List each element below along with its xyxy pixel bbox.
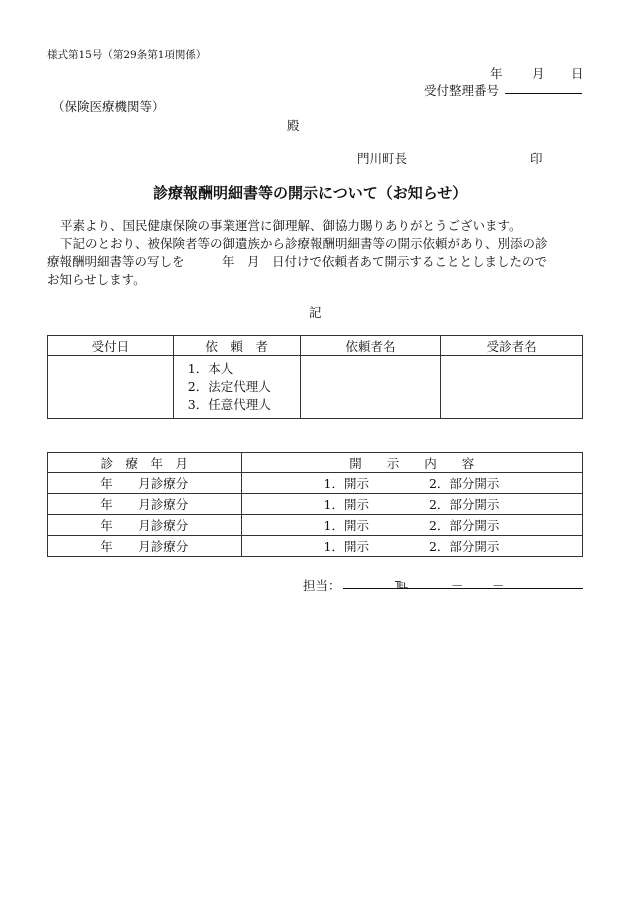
date-month-label: 月: [532, 66, 545, 81]
requester-option-legal-agent: 2．法定代理人: [187, 379, 271, 394]
treatment-month-cell[interactable]: [48, 473, 242, 494]
table-row: [48, 536, 583, 557]
honorific: 殿: [287, 118, 300, 133]
table-row: [48, 473, 583, 494]
year-label: 年: [100, 539, 113, 554]
year-label: 年: [100, 518, 113, 533]
header-requester-name: 依頼者名: [300, 336, 441, 356]
option-partial-disclose: 2．部分開示: [428, 539, 500, 554]
disclosure-choice-cell[interactable]: [241, 536, 582, 557]
contact-label: 担当：: [303, 578, 341, 593]
option-partial-disclose: 2．部分開示: [428, 497, 500, 512]
disclosure-choice-cell[interactable]: [241, 473, 582, 494]
option-disclose: 1．開示: [323, 539, 369, 554]
header-treatment-month: 診 療 年 月: [48, 453, 242, 473]
patient-name-cell[interactable]: [441, 356, 583, 419]
header-disclosure-content: 開 示 内 容: [241, 453, 582, 473]
seal-mark: 印: [530, 151, 543, 166]
tel-icon: ℡: [395, 576, 409, 591]
requester-options-cell[interactable]: [173, 356, 300, 419]
contact-dash-2: －: [492, 578, 505, 593]
disclosure-table: [47, 452, 583, 557]
month-label: 月診療分: [138, 476, 189, 491]
receipt-number-line: [505, 93, 582, 94]
date-day-label: 日: [571, 66, 584, 81]
option-disclose: 1．開示: [323, 518, 369, 533]
requester-option-self: 1．本人: [187, 361, 234, 376]
contact-line[interactable]: [343, 588, 583, 589]
sender-name: 門川町長: [357, 151, 408, 166]
option-disclose: 1．開示: [323, 497, 369, 512]
paragraph-2-line-2: 療報酬明細書等の写しを 年 月 日付けで依頼者あて開示することとしましたので: [47, 254, 548, 269]
disclosure-choice-cell[interactable]: [241, 515, 582, 536]
request-table-row: [48, 356, 583, 419]
table-row: [48, 515, 583, 536]
option-disclose: 1．開示: [323, 476, 369, 491]
disclosure-table-header: [48, 453, 583, 473]
treatment-month-cell[interactable]: [48, 494, 242, 515]
treatment-month-cell[interactable]: [48, 515, 242, 536]
paragraph-1: 平素より、国民健康保険の事業運営に御理解、御協力賜りありがとうございます。: [60, 218, 522, 233]
header-received-date: 受付日: [48, 336, 174, 356]
contact-dash-1: －: [451, 578, 464, 593]
year-label: 年: [100, 497, 113, 512]
disclosure-choice-cell[interactable]: [241, 494, 582, 515]
month-label: 月診療分: [138, 539, 189, 554]
table-row: [48, 494, 583, 515]
month-label: 月診療分: [138, 518, 189, 533]
requester-option-voluntary-agent: 3．任意代理人: [187, 397, 271, 412]
paragraph-2-line-1: 下記のとおり、被保険者等の御遺族から診療報酬明細書等の開示依頼があり、別添の診: [60, 236, 548, 251]
form-code: 様式第15号（第29条第1項関係）: [47, 49, 207, 61]
body-paragraphs: [47, 217, 587, 289]
request-table-header: [48, 336, 583, 356]
request-table: [47, 335, 583, 419]
receipt-number-label: 受付整理番号: [424, 83, 500, 98]
ki-heading: 記: [309, 305, 322, 320]
paragraph-2-line-3: お知らせします。: [47, 272, 146, 287]
header-requester: 依 頼 者: [173, 336, 300, 356]
document-title: 診療報酬明細書等の開示について（お知らせ）: [153, 184, 468, 202]
month-label: 月診療分: [138, 497, 189, 512]
treatment-month-cell[interactable]: [48, 536, 242, 557]
recipient-label: （保険医療機関等）: [52, 99, 165, 114]
received-date-cell[interactable]: [48, 356, 174, 419]
option-partial-disclose: 2．部分開示: [428, 476, 500, 491]
year-label: 年: [100, 476, 113, 491]
header-patient-name: 受診者名: [441, 336, 583, 356]
requester-name-cell[interactable]: [300, 356, 441, 419]
option-partial-disclose: 2．部分開示: [428, 518, 500, 533]
date-year-label: 年: [490, 66, 503, 81]
